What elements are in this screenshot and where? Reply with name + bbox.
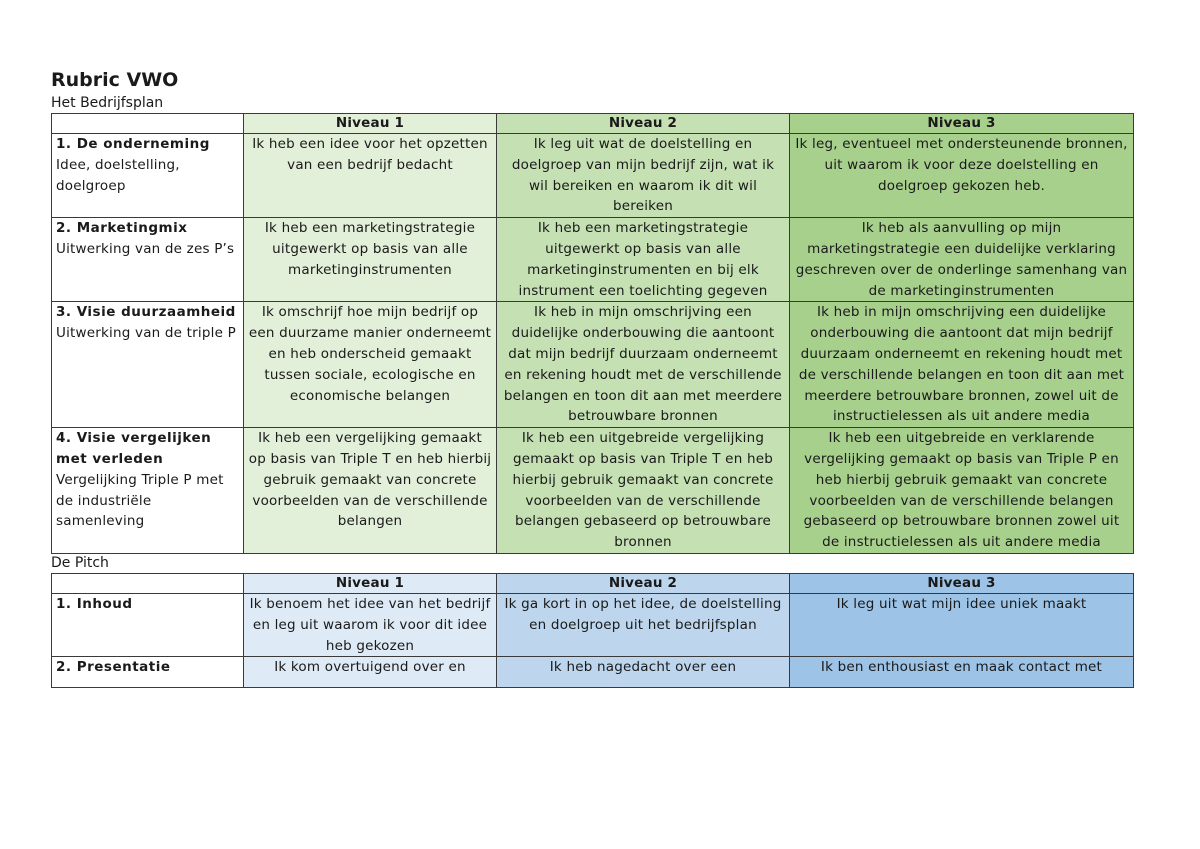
header-niveau-2: Niveau 2 (497, 114, 790, 134)
level-2-cell: Ik ga kort in op het idee, de doelstelling en doelgroep uit het bedrijfsplan (497, 593, 790, 656)
level-1-cell: Ik heb een idee voor het opzetten van een bedrijf bedacht (244, 134, 497, 218)
criterion-title: 1. Inhoud (56, 595, 133, 612)
level-1-cell: Ik heb een marketingstrategie uitgewerkt op basis van alle marketinginstrumenten (244, 218, 497, 302)
header-niveau-3: Niveau 3 (790, 573, 1134, 593)
criterion-cell (52, 428, 244, 554)
criterion-cell (52, 657, 244, 688)
level-3-cell: Ik leg uit wat mijn idee uniek maakt (790, 593, 1134, 656)
criterion-title: 1. De onderneming (56, 136, 210, 152)
criterion-cell (52, 134, 244, 218)
criterion-description: Uitwerking van de triple P (56, 325, 236, 342)
level-3-cell: Ik heb in mijn omschrijving een duidelijke onderbouwing die aantoont dat mijn bedrijf duurzaam onderneemt en rekening houdt met de verschillende belangen en toon dit aan met meerdere betrouwbare bronnen, zowel uit de instructielessen als uit andere media (790, 302, 1134, 428)
level-1-cell: Ik benoem het idee van het bedrijf en leg uit waarom ik voor dit idee heb gekozen (244, 593, 497, 656)
level-2-cell: Ik heb nagedacht over een (497, 657, 790, 688)
level-3-cell: Ik leg, eventueel met ondersteunende bronnen, uit waarom ik voor deze doelstelling en doelgroep gekozen heb. (790, 134, 1134, 218)
table-row (52, 134, 1134, 218)
table-row (52, 218, 1134, 302)
rubric-table-pitch (51, 573, 1134, 688)
document-page (51, 68, 1133, 688)
header-row (52, 114, 1134, 134)
criterion-description: Idee, doelstelling, doelgroep (56, 156, 180, 194)
section-label-bedrijfsplan: Het Bedrijfsplan (51, 95, 164, 111)
header-row (52, 573, 1134, 593)
header-niveau-1: Niveau 1 (244, 114, 497, 134)
criterion-title: 4. Visie vergelijken met verleden (56, 430, 212, 467)
rubric-table-bedrijfsplan (51, 113, 1134, 554)
section-label-pitch: De Pitch (51, 554, 109, 571)
level-2-cell: Ik heb een uitgebreide vergelijking gemaakt op basis van Triple T en heb hierbij gebruik gemaakt van concrete voorbeelden van de verschillende belangen gebaseerd op betrouwbare bronnen (497, 428, 790, 554)
criterion-title: 2. Marketingmix (56, 220, 188, 237)
header-criterion (52, 573, 244, 593)
header-criterion (52, 114, 244, 134)
level-2-cell: Ik heb een marketingstrategie uitgewerkt op basis van alle marketinginstrumenten en bij elk instrument een toelichting gegeven (497, 218, 790, 302)
level-3-cell: Ik heb als aanvulling op mijn marketingstrategie een duidelijke verklaring geschreven over de onderlinge samenhang van de marketinginstrumenten (790, 218, 1134, 302)
table-row (52, 657, 1134, 688)
table-row (52, 302, 1134, 428)
header-niveau-1: Niveau 1 (244, 573, 497, 593)
level-2-cell: Ik heb in mijn omschrijving een duidelijke onderbouwing die aantoont dat mijn bedrijf duurzaam onderneemt en rekening houdt met de verschillende belangen en toon dit aan met meerdere betrouwbare bronnen (497, 302, 790, 428)
criterion-description: Uitwerking van de zes P’s (56, 240, 235, 257)
criterion-description: Vergelijking Triple P met de industriële samenleving (56, 471, 224, 530)
criterion-cell (52, 218, 244, 302)
table-row (52, 593, 1134, 656)
header-niveau-3: Niveau 3 (790, 114, 1134, 134)
criterion-title: 3. Visie duurzaamheid (56, 304, 236, 321)
level-2-cell: Ik leg uit wat de doelstelling en doelgroep van mijn bedrijf zijn, wat ik wil bereiken en waarom ik dit wil bereiken (497, 134, 790, 218)
level-1-cell: Ik omschrijf hoe mijn bedrijf op een duurzame manier onderneemt en heb onderscheid gemaakt tussen sociale, ecologische en economische belangen (244, 302, 497, 428)
criterion-cell (52, 302, 244, 428)
level-1-cell: Ik heb een vergelijking gemaakt op basis van Triple T en heb hierbij gebruik gemaakt van concrete voorbeelden van de verschillende belangen (244, 428, 497, 554)
document-title: Rubric VWO (51, 69, 179, 91)
level-1-cell: Ik kom overtuigend over en (244, 657, 497, 688)
criterion-cell (52, 593, 244, 656)
level-3-cell: Ik heb een uitgebreide en verklarende vergelijking gemaakt op basis van Triple P en heb hierbij gebruik gemaakt van concrete voorbeelden van de verschillende belangen gebaseerd op betrouwbare bronnen zowel uit de instructielessen als uit andere media (790, 428, 1134, 554)
level-3-cell: Ik ben enthousiast en maak contact met (790, 657, 1134, 688)
table-row (52, 428, 1134, 554)
header-niveau-2: Niveau 2 (497, 573, 790, 593)
criterion-title: 2. Presentatie (56, 659, 171, 676)
